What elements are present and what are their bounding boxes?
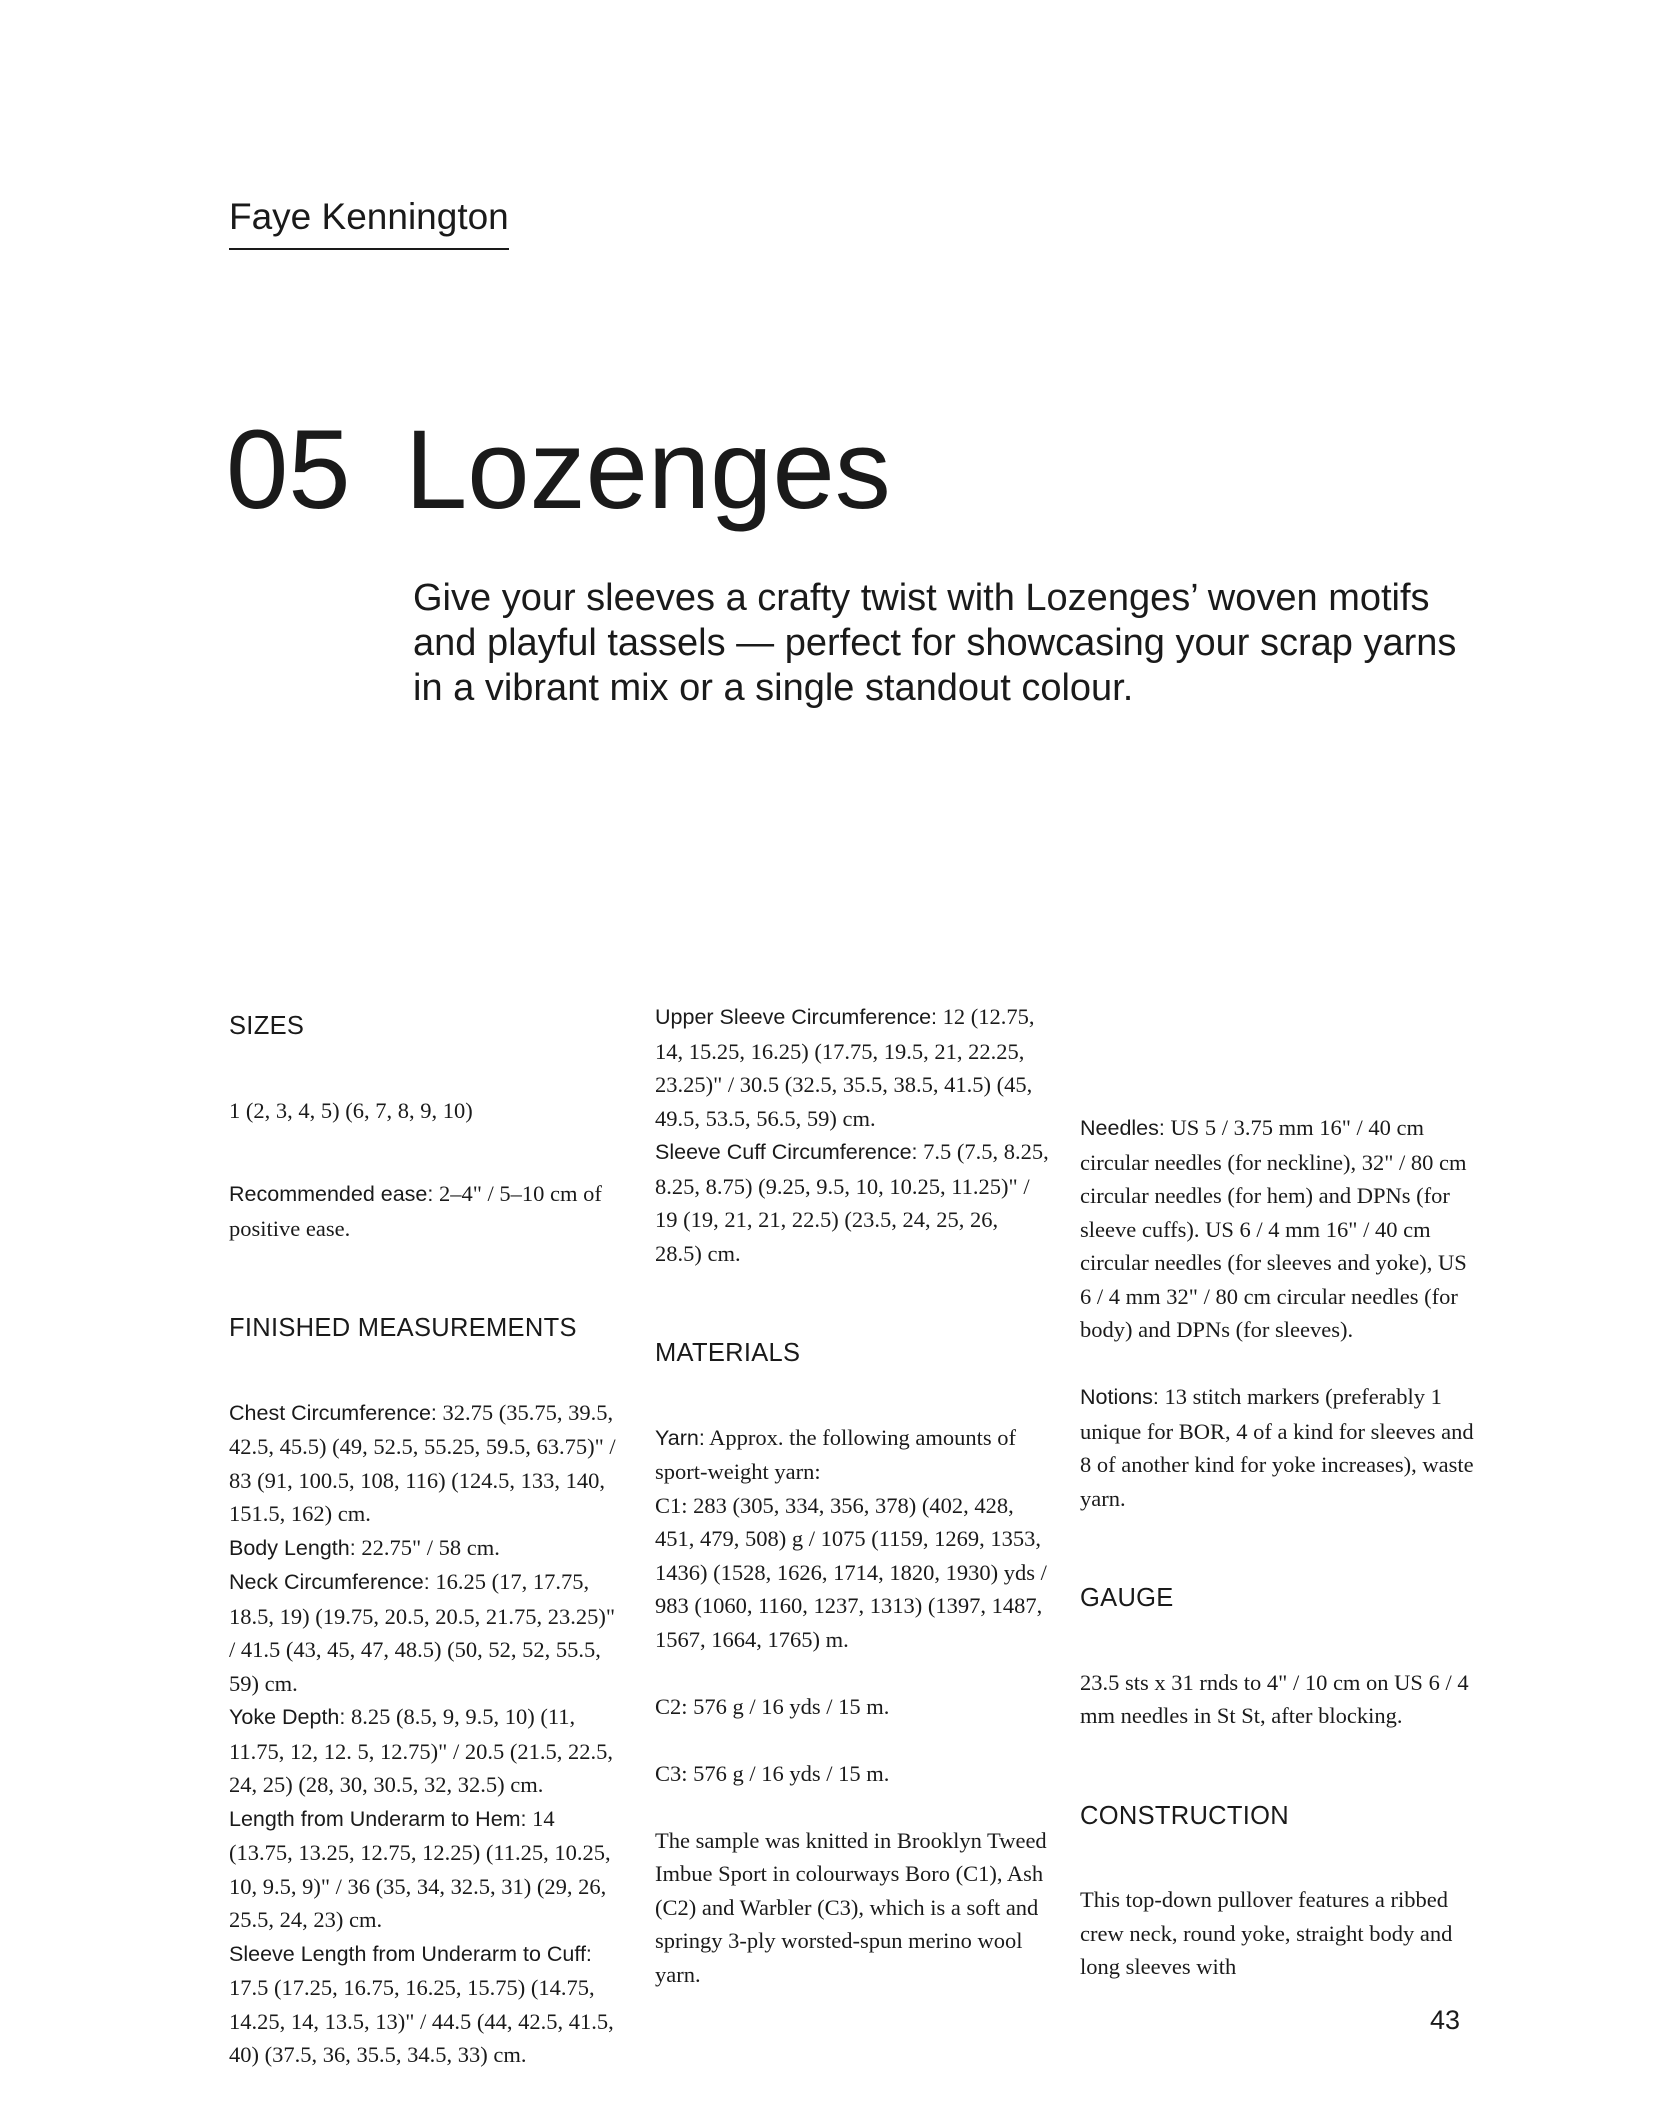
yarn-c3: C3: 576 g / 16 yds / 15 m. bbox=[655, 1760, 890, 1786]
column-left bbox=[229, 1010, 624, 2072]
sizes-heading: SIZES bbox=[229, 1012, 305, 1040]
materials-heading: MATERIALS bbox=[655, 1339, 801, 1367]
measurement-value: 12 (12.75, 14, 15.25, 16.25) (17.75, 19.5, 21, 22.25, 23.25)" / 30.5 (32.5, 35.5, 38.5, 41.5) (45, 49.5, 53.5, 56.5, 59) cm. bbox=[655, 1004, 1035, 1131]
construction-text: This top-down pullover features a ribbed crew neck, round yoke, straight body and long sleeves with bbox=[1080, 1887, 1453, 1979]
measurement-value: 14 (13.75, 13.25, 12.75, 12.25) (11.25, 10.25, 10, 9.5, 9)" / 36 (35, 34, 32.5, 31) (29, 26, 25.5, 24, 23) cm. bbox=[229, 1805, 611, 1932]
sample-paragraph: The sample was knitted in Brooklyn Tweed Imbue Sport in colourways Boro (C1), Ash (C2) and Warbler (C3), which is a soft and springy 3-ply worsted-spun merino wool yarn. bbox=[655, 1827, 1047, 1987]
ease-label: Recommended ease: bbox=[229, 1182, 434, 1206]
measurement-value: 16.25 (17, 17.75, 18.5, 19) (19.75, 20.5, 20.5, 21.75, 23.25)" / 41.5 (43, 45, 47, 48.5) (50, 52, 52, 55.5, 59) cm. bbox=[229, 1569, 616, 1696]
measurement-item bbox=[229, 1531, 624, 1566]
measurement-item bbox=[229, 1396, 624, 1531]
notions-value: 13 stitch markers (preferably 1 unique for BOR, 4 of a kind for sleeves and 8 of another kind for yoke increases), waste yarn. bbox=[1080, 1384, 1474, 1511]
sizes-list: 1 (2, 3, 4, 5) (6, 7, 8, 9, 10) bbox=[229, 1097, 473, 1123]
measurement-value: 17.5 (17.25, 16.75, 16.25, 15.75) (14.75, 14.25, 14, 13.5, 13)" / 44.5 (44, 42.5, 41.5, 40) (37.5, 36, 35.5, 34.5, 33) cm. bbox=[229, 1975, 614, 2067]
measurement-item bbox=[229, 1565, 624, 1700]
needles-value: US 5 / 3.75 mm 16" / 40 cm circular needles (for neckline), 32" / 80 cm circular needles (for hem) and DPNs (for sleeve cuffs). US 6 / 4 mm 16" / 40 cm circular needles (for sleeves and yoke), US 6 / 4 mm 32" / 80 cm circular needles (for body) and DPNs (for sleeves). bbox=[1080, 1115, 1467, 1342]
pattern-number: 05 bbox=[226, 407, 351, 532]
gauge-heading: GAUGE bbox=[1080, 1584, 1174, 1612]
author-name: Faye Kennington bbox=[229, 192, 509, 250]
column-right bbox=[1080, 1010, 1475, 1984]
notions-paragraph bbox=[1080, 1380, 1475, 1515]
notions-label: Notions: bbox=[1080, 1385, 1159, 1409]
measurement-item bbox=[229, 1700, 624, 1802]
measurement-label: Sleeve Cuff Circumference: bbox=[655, 1140, 918, 1164]
needles-paragraph bbox=[1080, 1111, 1475, 1347]
measurement-item bbox=[655, 1135, 1050, 1270]
measurement-item bbox=[655, 1000, 1050, 1135]
column-middle bbox=[655, 1000, 1050, 1991]
measurement-label: Yoke Depth: bbox=[229, 1705, 346, 1729]
ease-value: 2–4" / 5–10 cm of positive ease. bbox=[229, 1181, 602, 1241]
measurement-label: Upper Sleeve Circumference: bbox=[655, 1005, 938, 1029]
measurement-label: Chest Circumference: bbox=[229, 1400, 437, 1425]
page-number: 43 bbox=[1430, 2005, 1461, 2035]
pattern-title: Lozenges bbox=[405, 407, 891, 532]
measurement-label: Sleeve Length from Underarm to Cuff: bbox=[229, 1941, 592, 1966]
measurement-item bbox=[229, 1937, 624, 2072]
pattern-intro: Give your sleeves a crafty twist with Lozenges’ woven motifs and playful tassels — perfect for showcasing your scrap yarns in a vibrant mix or a single standout colour. bbox=[413, 577, 1457, 709]
measurement-value: 7.5 (7.5, 8.25, 8.25, 8.75) (9.25, 9.5, 10, 10.25, 11.25)" / 19 (19, 21, 21, 22.5) (23.5, 24, 25, 26, 28.5) cm. bbox=[655, 1139, 1049, 1266]
measurement-label: Length from Underarm to Hem: bbox=[229, 1806, 527, 1831]
yarn-value: Approx. the following amounts of sport-weight yarn: bbox=[655, 1424, 1017, 1484]
measurement-value: 8.25 (8.5, 9, 9.5, 10) (11, 11.75, 12, 12. 5, 12.75)" / 20.5 (21.5, 22.5, 24, 25) (28, 30, 30.5, 32, 32.5) cm. bbox=[229, 1704, 613, 1797]
finished-measurements-heading: FINISHED MEASUREMENTS bbox=[229, 1314, 577, 1342]
yarn-c1: C1: 283 (305, 334, 356, 378) (402, 428, 451, 479, 508) g / 1075 (1159, 1269, 1353, 1436) (1528, 1626, 1714, 1820, 1930) yds / 983 (1060, 1160, 1237, 1313) (1397, 1487, 1567, 1664, 1765) m. bbox=[655, 1492, 1047, 1652]
construction-heading: CONSTRUCTION bbox=[1080, 1801, 1290, 1830]
measurement-item bbox=[229, 1802, 624, 1937]
measurement-label: Body Length: bbox=[229, 1535, 356, 1560]
measurement-value: 32.75 (35.75, 39.5, 42.5, 45.5) (49, 52.5, 55.25, 59.5, 63.75)" / 83 (91, 100.5, 108, 116) (124.5, 133, 140, 151.5, 162) cm. bbox=[229, 1399, 616, 1526]
measurement-value: 22.75" / 58 cm. bbox=[355, 1534, 500, 1560]
yarn-c2: C2: 576 g / 16 yds / 15 m. bbox=[655, 1693, 890, 1719]
measurement-label: Neck Circumference: bbox=[229, 1570, 430, 1594]
yarn-paragraph bbox=[655, 1421, 1050, 1489]
needles-label: Needles: bbox=[1080, 1116, 1165, 1140]
gauge-text: 23.5 sts x 31 rnds to 4" / 10 cm on US 6 / 4 mm needles in St St, after blocking. bbox=[1080, 1669, 1469, 1728]
ease-paragraph bbox=[229, 1177, 624, 1245]
yarn-label: Yarn: bbox=[655, 1425, 705, 1450]
